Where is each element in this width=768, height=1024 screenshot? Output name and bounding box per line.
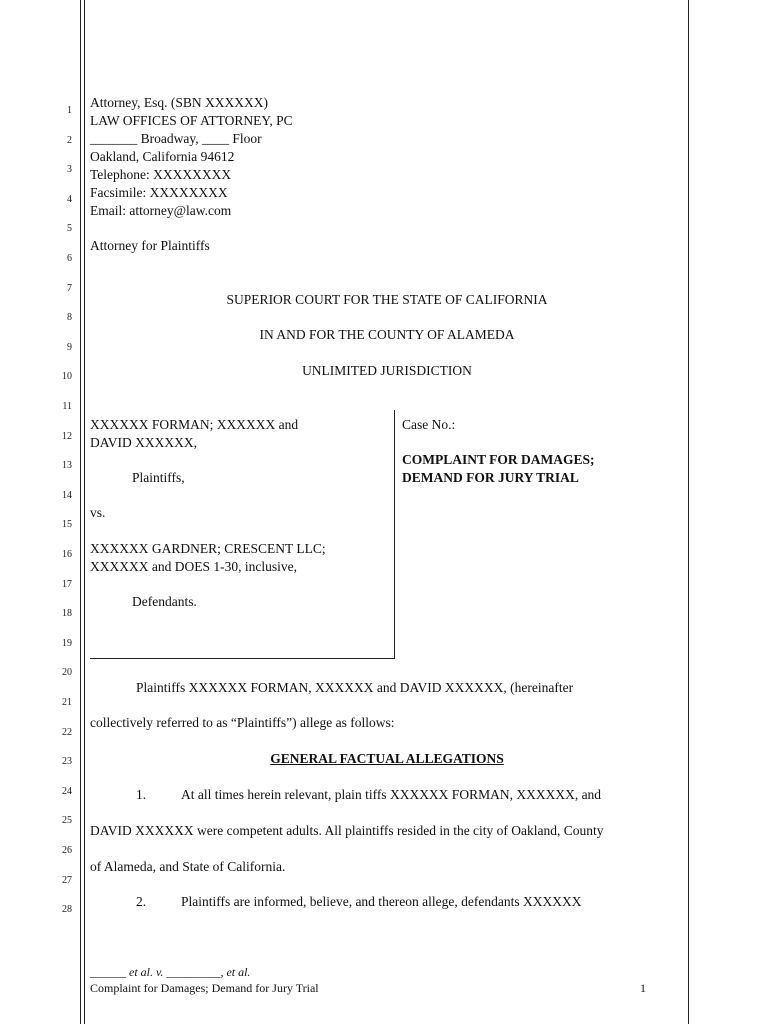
- attorney-for: Attorney for Plaintiffs: [90, 238, 210, 253]
- line-number: 22: [62, 726, 72, 738]
- left-margin-rule-outer: [80, 0, 81, 1024]
- line-number: 21: [62, 697, 72, 708]
- line-number: 17: [62, 578, 72, 590]
- line-number: 27: [62, 874, 72, 886]
- line-number: 10: [62, 371, 72, 383]
- intro-text-line2: collectively referred to as “Plaintiffs”) allege as follows:: [90, 715, 395, 730]
- line-number: 24: [62, 785, 72, 797]
- line-number: 4: [67, 193, 72, 205]
- footer-document-title: Complaint for Damages; Demand for Jury Trial: [90, 981, 319, 995]
- line-number: 2: [67, 134, 72, 146]
- court-county: IN AND FOR THE COUNTY OF ALAMEDA: [259, 327, 515, 342]
- paragraph-2-line1: Plaintiffs are informed, believe, and thereon allege, defendants XXXXXX: [181, 894, 582, 909]
- plaintiffs-label: Plaintiffs,: [132, 470, 185, 485]
- line-number: 8: [67, 312, 72, 324]
- footer-et-al: , et al.: [220, 965, 251, 979]
- paragraph-1-number: 1.: [136, 787, 147, 802]
- line-number: 9: [67, 341, 72, 353]
- paragraph-1-line2: DAVID XXXXXX were competent adults. All plaintiffs resided in the city of Oakland, County: [90, 823, 604, 838]
- defendants-names-line1: XXXXXX GARDNER; CRESCENT LLC;: [90, 541, 326, 556]
- line-number: 5: [67, 223, 72, 235]
- line-number: 28: [62, 904, 72, 916]
- defendants-label: Defendants.: [132, 594, 197, 609]
- court-name: SUPERIOR COURT FOR THE STATE OF CALIFORNIA: [226, 292, 548, 307]
- paragraph-1-line1: At all times herein relevant, plain tiffs XXXXXX FORMAN, XXXXXX, and: [181, 787, 602, 802]
- plaintiffs-names-line2: DAVID XXXXXX,: [90, 435, 197, 450]
- footer-et-al-v: et al. v.: [126, 965, 167, 979]
- line-number: 7: [67, 282, 72, 294]
- intro-text-line1: Plaintiffs XXXXXX FORMAN, XXXXXX and DAVID XXXXXX, (hereinafter: [136, 680, 574, 695]
- line-number: 12: [62, 430, 72, 442]
- footer-blank-2: _________: [166, 965, 221, 979]
- left-margin-rule-inner: [84, 0, 85, 1024]
- case-number-label: Case No.:: [402, 417, 456, 432]
- complaint-title-line2: DEMAND FOR JURY TRIAL: [402, 470, 579, 485]
- paragraph-1-line3: of Alameda, and State of California.: [90, 859, 286, 874]
- firm-email: Email: attorney@law.com: [90, 203, 232, 218]
- attorney-name: Attorney, Esq. (SBN XXXXXX): [90, 95, 268, 110]
- firm-facsimile: Facsimile: XXXXXXXX: [90, 185, 228, 200]
- line-number: 1: [67, 105, 72, 116]
- firm-street-address: _______ Broadway, ____ Floor: [90, 131, 262, 146]
- line-number: 14: [62, 489, 72, 501]
- paragraph-2-number: 2.: [136, 894, 147, 909]
- line-number: 11: [62, 401, 72, 412]
- defendants-names-line2: XXXXXX and DOES 1-30, inclusive,: [90, 559, 297, 574]
- line-number: 6: [67, 253, 72, 264]
- footer-short-caption: [90, 964, 250, 981]
- caption-divider-horizontal: [90, 658, 395, 659]
- line-number: 25: [62, 815, 72, 827]
- section-heading: GENERAL FACTUAL ALLEGATIONS: [270, 751, 504, 766]
- complaint-title-line1: COMPLAINT FOR DAMAGES;: [402, 452, 595, 467]
- line-number: 23: [62, 756, 72, 768]
- line-number: 3: [67, 164, 72, 176]
- right-margin-rule: [688, 0, 689, 1024]
- line-number: 16: [62, 549, 72, 560]
- caption-divider-vertical: [394, 410, 395, 659]
- footer-page-number: 1: [640, 981, 646, 995]
- law-firm-name: LAW OFFICES OF ATTORNEY, PC: [90, 113, 293, 128]
- plaintiffs-names-line1: XXXXXX FORMAN; XXXXXX and: [90, 417, 299, 432]
- line-number: 13: [62, 460, 72, 472]
- footer-blank-1: ______: [90, 965, 126, 979]
- versus-label: vs.: [90, 505, 106, 520]
- firm-city-address: Oakland, California 94612: [90, 149, 235, 164]
- line-number: 20: [62, 667, 72, 679]
- firm-telephone: Telephone: XXXXXXXX: [90, 167, 232, 182]
- line-number: 19: [62, 637, 72, 649]
- line-number: 26: [62, 845, 72, 856]
- court-jurisdiction: UNLIMITED JURISDICTION: [302, 363, 472, 378]
- line-number: 18: [62, 608, 72, 620]
- line-number: 15: [62, 519, 72, 531]
